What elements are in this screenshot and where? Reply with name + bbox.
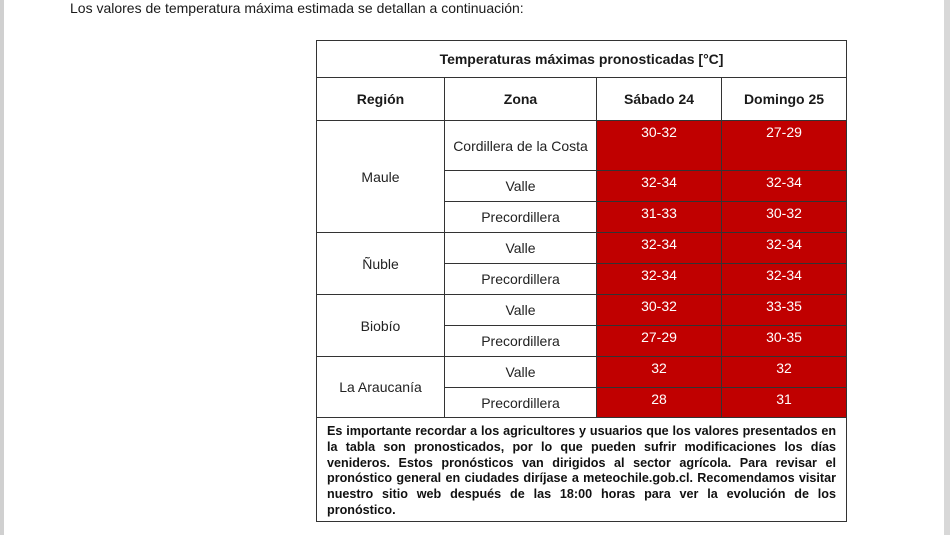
- sabado-value: 32: [597, 357, 722, 388]
- region-maule: Maule: [317, 121, 445, 233]
- sabado-value: 32-34: [597, 171, 722, 202]
- table-note: Es importante recordar a los agricultores y usuarios que los valores presentados en la tabla son pronosticados, por lo que pueden sufrir modificaciones los días venideros. Estos pronósticos van dirigidos al sector agrícola. Para revisar el pronóstico general en ciudades diríjase a meteochile.gob.cl. Recomendamos visitar nuestro sitio web después de las 18:00 horas para ver la evolución de los pronóstico.: [317, 418, 847, 522]
- domingo-value: 30-32: [722, 202, 847, 233]
- domingo-value: 27-29: [722, 121, 847, 171]
- zone-cell: Precordillera: [445, 202, 597, 233]
- sabado-value: 32-34: [597, 233, 722, 264]
- zone-cell: Valle: [445, 171, 597, 202]
- temperature-table: [316, 40, 847, 522]
- zone-cell: Precordillera: [445, 388, 597, 418]
- zone-cell: Valle: [445, 357, 597, 388]
- table-row: [317, 357, 847, 388]
- sabado-value: 31-33: [597, 202, 722, 233]
- header-zona: Zona: [445, 78, 597, 121]
- domingo-value: 30-35: [722, 326, 847, 357]
- domingo-value: 32: [722, 357, 847, 388]
- intro-text: Los valores de temperatura máxima estimada se detallan a continuación:: [70, 0, 524, 16]
- region-biobio: Biobío: [317, 295, 445, 357]
- table-title: Temperaturas máximas pronosticadas [°C]: [317, 41, 847, 78]
- sabado-value: 30-32: [597, 121, 722, 171]
- domingo-value: 32-34: [722, 233, 847, 264]
- domingo-value: 33-35: [722, 295, 847, 326]
- header-sabado: Sábado 24: [597, 78, 722, 121]
- zone-cell: Cordillera de la Costa: [445, 121, 597, 171]
- table-row: [317, 233, 847, 264]
- region-nuble: Ñuble: [317, 233, 445, 295]
- sabado-value: 28: [597, 388, 722, 418]
- header-domingo: Domingo 25: [722, 78, 847, 121]
- zone-cell: Precordillera: [445, 326, 597, 357]
- zone-cell: Valle: [445, 233, 597, 264]
- domingo-value: 32-34: [722, 264, 847, 295]
- zone-cell: Valle: [445, 295, 597, 326]
- page-left-edge: [0, 0, 4, 535]
- sabado-value: 32-34: [597, 264, 722, 295]
- sabado-value: 30-32: [597, 295, 722, 326]
- domingo-value: 31: [722, 388, 847, 418]
- sabado-value: 27-29: [597, 326, 722, 357]
- table-row: [317, 295, 847, 326]
- header-region: Región: [317, 78, 445, 121]
- page-right-edge: [944, 0, 950, 535]
- region-araucania: La Araucanía: [317, 357, 445, 418]
- domingo-value: 32-34: [722, 171, 847, 202]
- zone-cell: Precordillera: [445, 264, 597, 295]
- table-row: [317, 121, 847, 171]
